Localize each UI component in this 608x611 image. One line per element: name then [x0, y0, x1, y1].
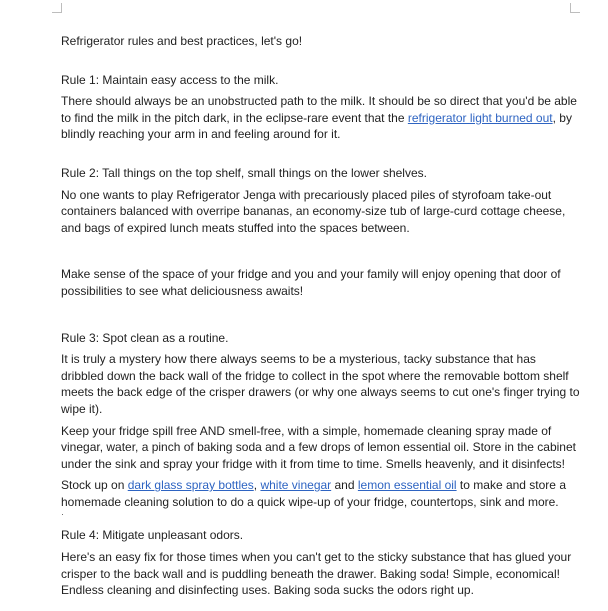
stock-separator-2: and — [331, 478, 358, 493]
rule4-heading: Rule 4: Mitigate unpleasant odors. — [61, 528, 244, 543]
stock-separator-1: , — [253, 478, 261, 493]
rule1-text-before: There should always be an unobstructed path to the milk. It should be so direct that you'd be able to find the milk in the pitch dark, in the eclipse-rare event that the — [61, 94, 577, 125]
document-body — [61, 33, 581, 599]
rule3-body2: Keep your fridge spill free AND smell-free, with a simple, homemade cleaning spray made of vinegar, water, a pinch of baking soda and a few drops of lemon essential oil. Store in the cabinet under the sink and spray your fridge with it from time to time. Smells heavenly, and it disinfects! — [61, 423, 576, 471]
rule2-heading: Rule 2: Tall things on the top shelf, small things on the lower shelves. — [61, 165, 427, 180]
rule1-body — [61, 93, 581, 143]
white-vinegar-link[interactable]: white vinegar — [260, 478, 332, 493]
rule1-text-after: , by blindly reaching your arm in and feeling around for it. — [61, 110, 572, 142]
rule3-stock-paragraph — [61, 477, 581, 510]
refrigerator-light-link[interactable]: refrigerator light burned out — [407, 110, 553, 125]
stock-suffix: to make and store a homemade cleaning solution to do a quick wipe-up of your fridge, countertops, sink and more. — [61, 478, 566, 509]
lemon-essential-oil-link[interactable]: lemon essential oil — [357, 478, 457, 493]
dark-glass-spray-bottles-link[interactable]: dark glass spray bottles — [127, 478, 254, 493]
page-corner-mark-left — [52, 3, 62, 13]
stock-prefix: Stock up on — [61, 478, 128, 493]
empty-paragraph-mark-icon: · — [61, 509, 64, 520]
rule4-body: Here's an easy fix for those times when you can't get to the sticky substance that has glued your crisper to the back wall and is puddling beneath the drawer. Baking soda! Simple, economical! Endless cleaning and disinfecting uses. Baking soda sucks the odors right up. — [61, 550, 572, 598]
rule2-followup: Make sense of the space of your fridge and you and your family will enjoy opening that door of possibilities to see what deliciousness awaits! — [61, 267, 561, 298]
rule1-heading: Rule 1: Maintain easy access to the milk. — [61, 72, 279, 87]
rule2-body: No one wants to play Refrigerator Jenga with precariously placed piles of styrofoam take-out containers balanced with overripe bananas, an economy-size tub of large-curd cottage cheese, and bags of expired lunch meats stuffed into the spaces between. — [61, 187, 566, 235]
page-corner-mark-right — [570, 3, 580, 13]
rule3-heading: Rule 3: Spot clean as a routine. — [61, 330, 229, 345]
rule3-body1: It is truly a mystery how there always seems to be a mysterious, tacky substance that has dribbled down the back wall of the fridge to collect in the spot where the removable bottom shelf meets the back edge of the crisper drawers (or why one always seems to cut one's finger trying to wipe it). — [61, 352, 580, 416]
intro-paragraph: Refrigerator rules and best practices, let's go! — [61, 34, 303, 48]
